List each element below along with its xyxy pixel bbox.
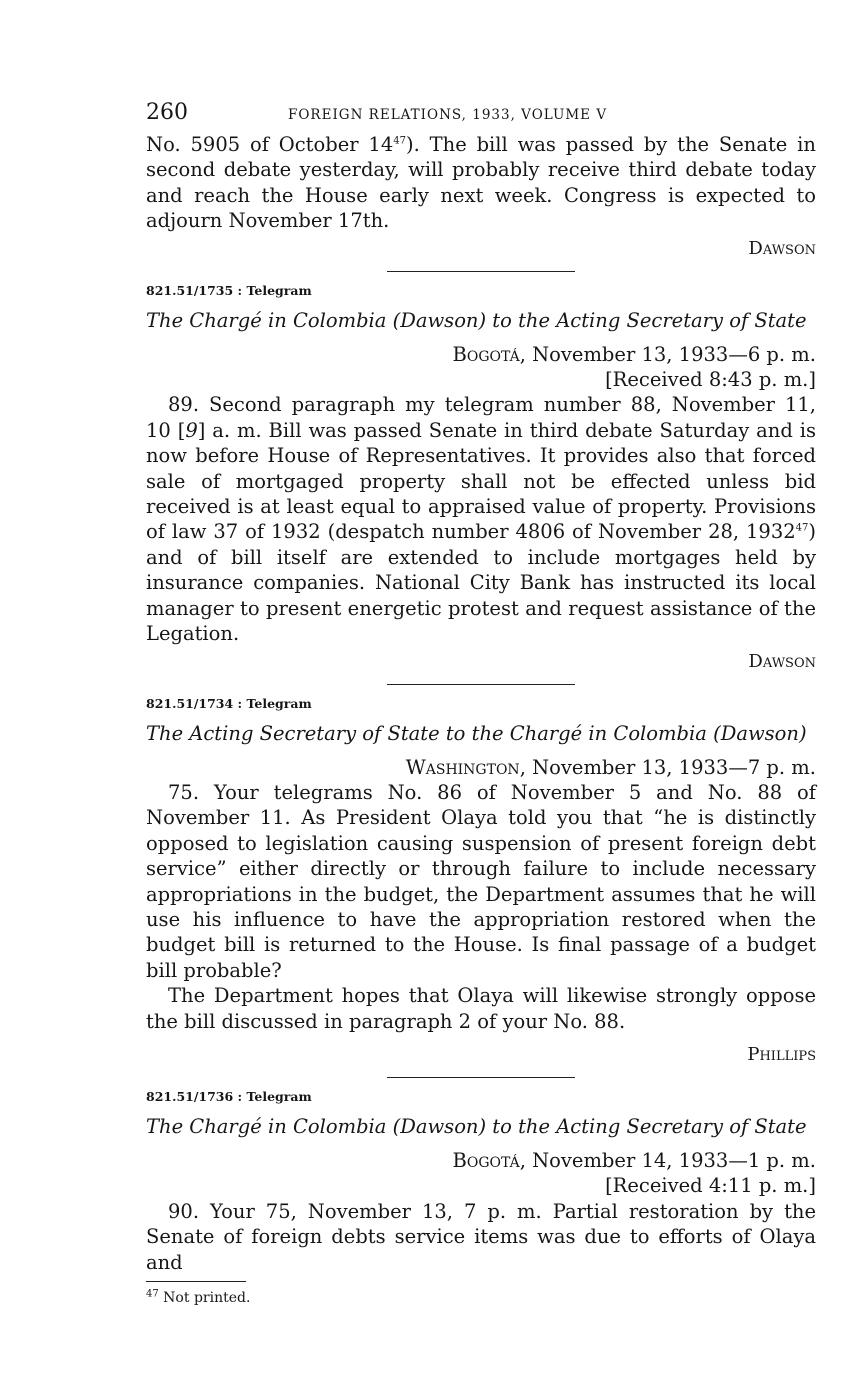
telegram-body: The Department hopes that Olaya will likewise strongly oppose the bill discussed in paragraph 2 of your No. 88. xyxy=(146,984,816,1033)
document-title: The Acting Secretary of State to the Chargé in Colombia (Dawson) xyxy=(146,721,807,745)
continued-paragraph: No. 5905 of October $14^{47}$). The bill was passed by the Senate in second debate yesterday, will probably receive third debate today and reach the House early next week. Congress is expected to adjourn November 17th. xyxy=(146,133,816,233)
dateline: Bogotá, November 14, 1933—1 p. m. xyxy=(452,1148,816,1172)
document-page xyxy=(146,100,816,1307)
section-divider xyxy=(387,684,575,685)
dateline: Washington, November 13, 1933—7 p. m. xyxy=(405,755,816,779)
footnote-divider xyxy=(146,1281,246,1282)
telegram-body: 89. Second paragraph my telegram number 88, November 11, 10 [9] a. m. Bill was passed Senate in third debate Saturday and is now before House of Representatives. It provides also that forced sale of mortgaged property shall not be effected unless bid received is at least equal to appraised value of property. Provisions of law 37 of 1932 (despatch number 4806 of November 28, 1932$^{47}$) and of bill itself are extended to include mortgages held by insurance companies. National City Bank has instructed its local manager to present energetic protest and request assistance of the Legation. xyxy=(146,393,816,646)
signature: Dawson xyxy=(748,237,816,259)
signature: Dawson xyxy=(748,650,816,672)
footnote-ref[interactable]: 47 xyxy=(795,522,809,534)
file-reference: 821.51/1736 : Telegram xyxy=(146,1088,312,1104)
section-divider xyxy=(387,1077,575,1078)
running-title: FOREIGN RELATIONS, 1933, VOLUME V xyxy=(288,107,608,123)
page-header xyxy=(146,100,816,132)
footnote: $^{47}$ Not printed. xyxy=(146,1288,251,1306)
dateline: Bogotá, November 13, 1933—6 p. m. xyxy=(452,342,816,366)
document-title: The Chargé in Colombia (Dawson) to the Acting Secretary of State xyxy=(146,1114,807,1138)
document-title: The Chargé in Colombia (Dawson) to the Acting Secretary of State xyxy=(146,308,807,332)
signature: Phillips xyxy=(747,1043,816,1065)
footnote-mark: 47 xyxy=(146,1288,159,1300)
telegram-body: 90. Your 75, November 13, 7 p. m. Partial restoration by the Senate of foreign debts service items was due to efforts of Olaya and xyxy=(146,1199,816,1274)
telegram-body: 75. Your telegrams No. 86 of November 5 and No. 88 of November 11. As President Olaya told you that “he is distinctly opposed to legislation causing suspension of present foreign debt service” either directly or through failure to include necessary appropriations in the budget, the Department assumes that he will use his influence to have the appropriation restored when the budget bill is returned to the House. Is final passage of a budget bill probable? xyxy=(146,780,816,982)
page-number: 260 xyxy=(146,100,188,125)
received-line: [Received 8:43 p. m.] xyxy=(605,368,816,392)
file-reference: 821.51/1734 : Telegram xyxy=(146,695,312,711)
file-reference: 821.51/1735 : Telegram xyxy=(146,282,312,298)
footnote-ref[interactable]: 47 xyxy=(393,135,406,147)
section-divider xyxy=(387,271,575,272)
received-line: [Received 4:11 p. m.] xyxy=(605,1174,816,1198)
